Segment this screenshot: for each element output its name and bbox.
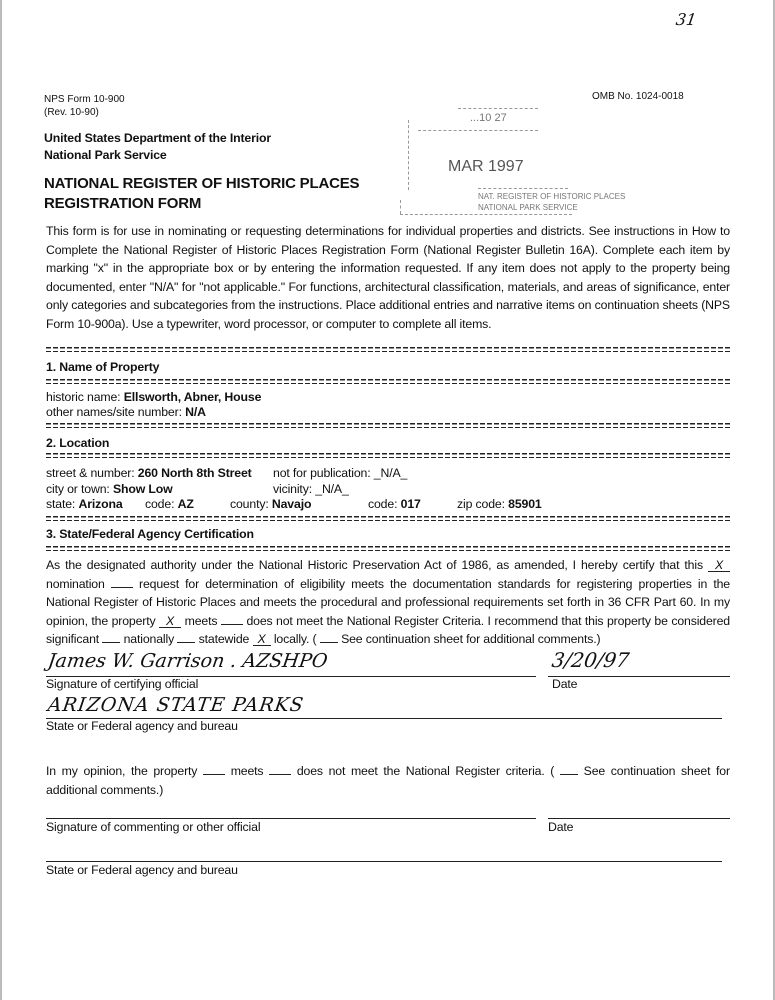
commenting-agency-label: State or Federal agency and bureau (46, 863, 238, 877)
county-code (368, 497, 421, 511)
stamp-rule (408, 120, 409, 190)
separator (46, 453, 730, 458)
not-for-publication (273, 466, 407, 480)
cert-text: meets (184, 613, 218, 628)
certifying-agency: ARIZONA STATE PARKS (46, 694, 306, 716)
certifying-date: 3/20/97 (550, 648, 631, 672)
zip-label: zip code: (457, 497, 505, 511)
cert-text: request for determination of eligibility meets the documentation standards for registering properties in the National Register of Historic Places and meets the procedural and professional requirements set forth in 36 CFR Part 60. In my opinion, the property (46, 576, 730, 628)
cert-text: statewide (198, 632, 250, 647)
cert-text: nomination (46, 576, 105, 591)
form-title-line1: NATIONAL REGISTER OF HISTORIC PLACES (44, 175, 360, 192)
county-value: Navajo (271, 497, 312, 511)
statewide-blank (177, 642, 195, 643)
form-title-line2: REGISTRATION FORM (44, 195, 202, 212)
street-label: street & number: (46, 466, 135, 480)
date-label: Date (552, 677, 578, 691)
historic-name-label: historic name: (46, 390, 121, 404)
state-code-value: AZ (177, 497, 194, 511)
instructions-paragraph: This form is for use in nominating or requesting determinations for individual properties and districts. See instructions in How to Complete the National Register of Historic Places Registration Form (National Register Bulletin 16A). Complete each item by marking "x" in the appropriate box or by entering the information requested. If any item does not apply to the property being documented, enter "N/A" for "not applicable." For functions, architectural classification, materials, and areas of significance, enter only categories and subcategories from the instructions. Place additional entries and narrative items on continuation sheets (NPS Form 10-900a). Use a typewriter, word processor, or computer to complete all items. (46, 224, 730, 331)
state-code (145, 497, 194, 511)
opinion-text: See continuation sheet for additional comments.) (46, 764, 730, 797)
section1-heading: 1. Name of Property (46, 360, 160, 374)
historic-name-value: Ellsworth, Abner, House (123, 390, 262, 404)
zip-value: 85901 (508, 497, 542, 511)
city-value: Show Low (112, 482, 173, 496)
street-row (46, 466, 252, 480)
nationally-blank (102, 642, 120, 643)
opinion-continuation-blank (560, 774, 578, 775)
omb-number: OMB No. 1024-0018 (592, 91, 684, 102)
certifying-signature: James W. Garrison . AZSHPO (46, 650, 329, 672)
cert-text: does not meet the National Register Criteria. I recommend that this property be considered significant (46, 613, 730, 647)
meets-mark: X (159, 615, 181, 628)
separator (46, 423, 730, 428)
received-stamp (398, 100, 626, 215)
agency: National Park Service (44, 148, 167, 162)
opinion-text: does not meet the National Register criteria. ( (296, 764, 555, 778)
stamp-line3: NAT. REGISTER OF HISTORIC PLACES (478, 192, 626, 201)
separator (46, 379, 730, 384)
certification-paragraph (46, 556, 730, 649)
separator (46, 546, 730, 551)
cert-text: As the designated authority under the National Historic Preservation Act of 1986, as amended, I hereby certify that this (46, 558, 703, 572)
stamp-rule (418, 130, 538, 131)
signature-label: Signature of certifying official (46, 677, 199, 691)
city-label: city or town: (46, 482, 110, 496)
opinion-paragraph (46, 762, 730, 799)
section2-heading: 2. Location (46, 436, 110, 450)
cert-text: See continuation sheet for additional comments.) (341, 632, 601, 647)
stamp-rule (400, 200, 401, 214)
stamp-rule (478, 188, 568, 189)
form-revision: (Rev. 10-90) (44, 107, 99, 118)
county-code-value: 017 (400, 497, 421, 511)
commenting-date-label: Date (548, 820, 574, 834)
section3-heading: 3. State/Federal Agency Certification (46, 527, 254, 541)
county (230, 497, 311, 511)
stamp-date: MAR 1997 (448, 158, 524, 175)
form-number: NPS Form 10-900 (44, 94, 125, 105)
opinion-text: meets (230, 764, 264, 778)
continuation-blank (320, 642, 338, 643)
vicinity (273, 482, 349, 496)
other-names-label: other names/site number: (46, 405, 182, 419)
locally-mark: X (253, 633, 271, 646)
commenting-signature-label: Signature of commenting or other official (46, 820, 261, 834)
vicinity-label: vicinity: (273, 482, 312, 496)
request-blank (111, 587, 133, 588)
handwritten-page-mark: 31 (674, 10, 698, 29)
street-value: 260 North 8th Street (137, 466, 252, 480)
county-code-label: code: (368, 497, 398, 511)
opinion-does-not-meet-blank (269, 774, 291, 775)
stamp-line4: NATIONAL PARK SERVICE (478, 203, 578, 212)
not-for-publication-value: _N/A_ (373, 466, 408, 480)
scan-edge-left (0, 0, 2, 1000)
stamp-rule (458, 108, 538, 109)
opinion-meets-blank (203, 774, 225, 775)
commenting-agency-line (46, 861, 722, 862)
state-label: state: (46, 497, 76, 511)
separator (46, 516, 730, 521)
state-row (46, 497, 123, 511)
opinion-text: In my opinion, the property (46, 764, 198, 778)
city-row (46, 482, 173, 496)
vicinity-value: _N/A_ (315, 482, 349, 496)
state-code-label: code: (145, 497, 175, 511)
does-not-meet-blank (221, 624, 243, 625)
historic-name-row (46, 390, 261, 404)
commenting-date-line (548, 818, 730, 819)
stamp-line1: ...10 27 (470, 112, 507, 124)
county-label: county: (230, 497, 269, 511)
nomination-mark: X (708, 559, 730, 572)
cert-text: locally. ( (273, 632, 317, 647)
cert-text: nationally (123, 632, 175, 647)
not-for-publication-label: not for publication: (273, 466, 371, 480)
state-value: Arizona (78, 497, 123, 511)
commenting-signature-line (46, 818, 536, 819)
other-names-row (46, 405, 206, 419)
department: United States Department of the Interior (44, 131, 271, 145)
other-names-value: N/A (185, 405, 206, 419)
agency-label: State or Federal agency and bureau (46, 719, 238, 733)
stamp-rule (400, 214, 572, 215)
zip (457, 497, 542, 511)
separator (46, 347, 730, 352)
